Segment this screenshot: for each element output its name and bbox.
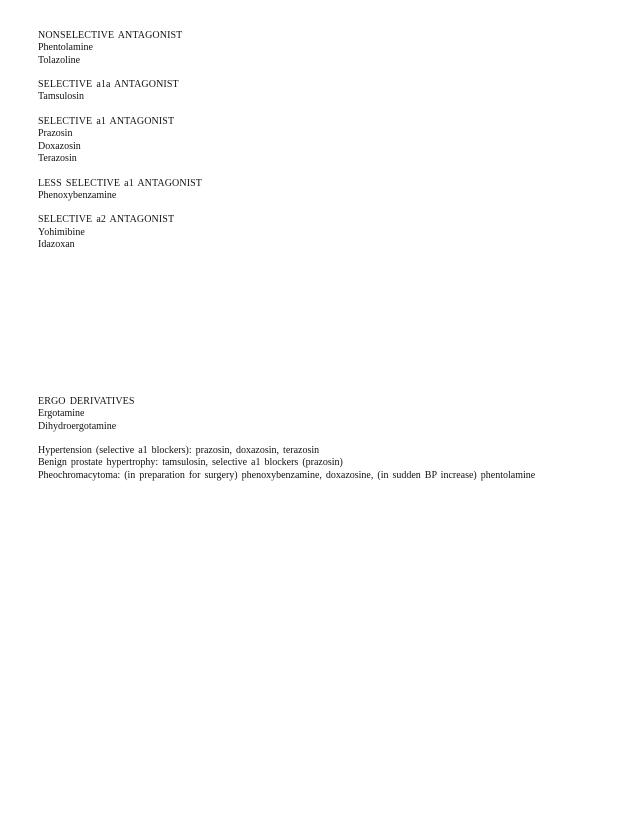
drug-item: Yohimibine bbox=[38, 226, 85, 238]
section-heading: LESS SELECTIVE a1 ANTAGONIST bbox=[38, 177, 202, 189]
drug-item: Dihydroergotamine bbox=[38, 420, 117, 432]
drug-item: Terazosin bbox=[38, 152, 77, 164]
section-selective-a1 bbox=[38, 116, 628, 165]
drug-item: Phenoxybenzamine bbox=[38, 189, 117, 201]
section-heading: SELECTIVE a2 ANTAGONIST bbox=[38, 214, 175, 226]
clinical-uses bbox=[38, 445, 628, 482]
ergo-and-uses bbox=[38, 396, 628, 482]
section-heading: SELECTIVE a1a ANTAGONIST bbox=[38, 79, 179, 91]
drug-item: Prazosin bbox=[38, 128, 73, 140]
section-heading: SELECTIVE a1 ANTAGONIST bbox=[38, 116, 175, 128]
section-heading: NONSELECTIVE ANTAGONIST bbox=[38, 30, 183, 41]
section-nonselective bbox=[38, 30, 628, 67]
antagonist-list bbox=[38, 30, 628, 251]
section-less-selective-a1 bbox=[38, 178, 628, 203]
section-heading: ERGO DERIVATIVES bbox=[38, 396, 135, 407]
section-selective-a1a bbox=[38, 79, 628, 104]
use-line: Pheochromacytoma: (in preparation for surgery) phenoxybenzamine, doxazosine, (in sudden BP increase) phentolamine bbox=[38, 469, 536, 481]
drug-item: Ergotamine bbox=[38, 408, 85, 420]
section-ergo-derivatives bbox=[38, 396, 628, 433]
drug-item: Phentolamine bbox=[38, 42, 93, 54]
use-line: Hypertension (selective a1 blockers): prazosin, doxazosin, terazosin bbox=[38, 445, 320, 457]
drug-item: Tolazoline bbox=[38, 54, 81, 66]
drug-item: Doxazosin bbox=[38, 140, 81, 152]
drug-item: Idazoxan bbox=[38, 239, 75, 251]
use-line: Benign prostate hypertrophy: tamsulosin, selective a1 blockers (prazosin) bbox=[38, 457, 343, 469]
drug-item: Tamsulosin bbox=[38, 91, 84, 103]
section-selective-a2 bbox=[38, 214, 628, 251]
